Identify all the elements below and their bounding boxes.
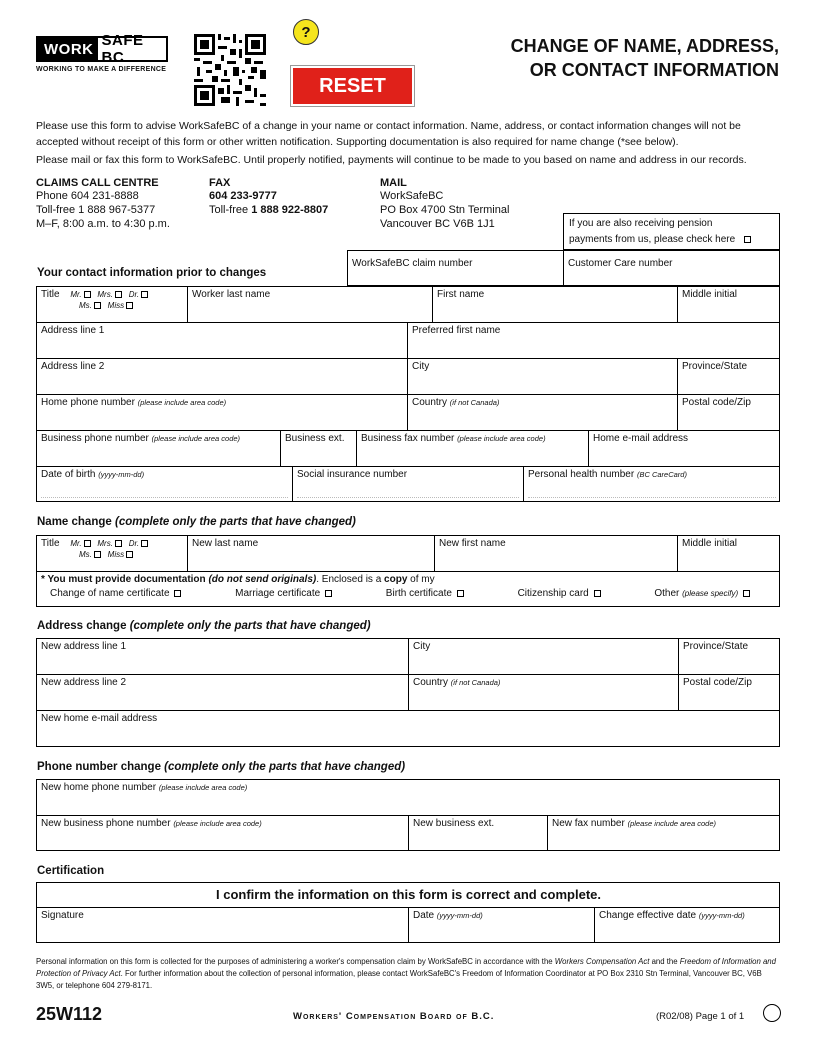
new-middle-initial-label: Middle initial	[682, 538, 738, 549]
doc-option-marriage-label: Marriage certificate	[235, 588, 321, 599]
prior-province-label: Province/State	[682, 361, 748, 372]
prior-city-label: City	[412, 361, 430, 372]
name-change-heading	[37, 516, 356, 528]
certification-table	[36, 882, 780, 943]
new-business-ext-field[interactable]	[409, 816, 548, 851]
doc-option-birth-checkbox[interactable]	[457, 590, 464, 597]
claims-hours: M–F, 8:00 a.m. to 4:30 p.m.	[36, 218, 170, 230]
new-fax-field[interactable]	[548, 816, 780, 851]
claims-phone: Phone 604 231-8888	[36, 190, 139, 202]
prior-dr-label: Dr.	[128, 290, 140, 299]
prior-dr-checkbox[interactable]	[141, 291, 148, 298]
prior-address2-field[interactable]	[37, 359, 408, 395]
doc-option-citizenship-label: Citizenship card	[517, 588, 589, 599]
reset-button[interactable]: RESET	[291, 66, 414, 106]
fax-title: FAX	[209, 177, 231, 189]
new-first-name-label: New first name	[439, 538, 506, 549]
new-business-phone-field[interactable]	[37, 816, 409, 851]
effective-date-label: Change effective date	[599, 910, 697, 921]
new-ms-label: Ms.	[79, 550, 92, 559]
prior-address1-field[interactable]	[37, 323, 408, 359]
new-fax-label: New fax number	[552, 818, 625, 829]
logo-text-safebc: SAFE BC	[101, 32, 144, 66]
claims-call-centre	[36, 177, 170, 231]
prior-address2-label: Address line 2	[41, 361, 105, 372]
doc-bold-text: * You must provide documentation	[41, 574, 206, 585]
mail-title: MAIL	[380, 177, 407, 189]
prior-phn-note: (BC CareCard)	[636, 470, 687, 479]
privacy-text-a: Personal information on this form is collected for the purposes of administering a worker's compensation claim by WorkSafeBC in accordance with the	[36, 957, 553, 966]
new-address2-field[interactable]	[37, 675, 409, 711]
board-name: Workers' Compensation Board of B.C.	[293, 1011, 495, 1022]
prior-dob-note: (yyyy-mm-dd)	[98, 470, 145, 479]
date-note: (yyyy-mm-dd)	[436, 911, 483, 920]
signature-label: Signature	[41, 910, 84, 921]
effective-date-field[interactable]	[595, 908, 780, 943]
prior-mrs-checkbox[interactable]	[115, 291, 122, 298]
new-first-name-field[interactable]	[435, 536, 678, 572]
intro-paragraph-1: Please use this form to advise WorkSafeBC of a change in your name or contact information. Name, address, or contact information changes will not be accepted without receipt of this form or other written notification. Supporting documentation is also required for name change (*see below).	[36, 120, 741, 148]
new-home-phone-note: (please include area code)	[158, 783, 248, 792]
form-title	[511, 34, 779, 82]
doc-option-other-note: (please specify)	[682, 589, 739, 598]
prior-home-email-label: Home e-mail address	[593, 433, 689, 444]
new-postal-label: Postal code/Zip	[683, 677, 752, 688]
prior-mr-checkbox[interactable]	[84, 291, 91, 298]
documentation-row	[37, 572, 780, 607]
new-business-phone-note: (please include area code)	[173, 819, 262, 828]
phone-change-heading	[37, 761, 405, 773]
prior-dob-field[interactable]	[37, 467, 293, 502]
new-title-field	[37, 536, 188, 572]
prior-province-field[interactable]	[678, 359, 780, 395]
new-last-name-field[interactable]	[188, 536, 435, 572]
new-city-field[interactable]	[409, 639, 679, 675]
phone-change-heading-note: (complete only the parts that have changed)	[164, 761, 406, 773]
new-dr-label: Dr.	[128, 539, 140, 548]
fax-number: 604 233-9777	[209, 190, 277, 202]
prior-last-name-label: Worker last name	[192, 289, 271, 300]
doc-rest-text: . Enclosed is a	[316, 574, 382, 585]
intro-paragraph-2: Please mail or fax this form to WorkSafeBC. Until properly notified, payments will continue to be made to you based on name and address in our records.	[36, 154, 747, 166]
prior-sin-field[interactable]	[293, 467, 524, 502]
signature-field[interactable]	[37, 908, 409, 943]
claim-number-label: WorkSafeBC claim number	[352, 258, 473, 269]
new-country-field[interactable]	[409, 675, 679, 711]
privacy-text-b: . For further information about the collection of personal information, please contact WorkSafeBC's Freedom of Information Coordinator at PO Box 2310 Stn Terminal, Vancouver BC, V6B 3W5, or telephone 604 279-8171.	[36, 969, 762, 990]
new-address1-label: New address line 1	[41, 641, 127, 652]
prior-postal-field[interactable]	[678, 395, 780, 431]
privacy-notice	[36, 956, 781, 992]
prior-business-fax-label: Business fax number	[361, 433, 455, 444]
new-home-phone-field[interactable]	[37, 780, 780, 816]
recycle-seal-icon	[763, 1004, 781, 1022]
prior-business-phone-note: (please include area code)	[151, 434, 241, 443]
new-province-field[interactable]	[679, 639, 780, 675]
new-middle-initial-field[interactable]	[678, 536, 780, 572]
privacy-act-2: Freedom of Information and Protection of Privacy Act	[36, 957, 776, 978]
worksafebc-logo	[36, 32, 168, 66]
doc-option-birth-label: Birth certificate	[385, 588, 452, 599]
prior-business-fax-field[interactable]	[357, 431, 589, 467]
new-city-label: City	[413, 641, 431, 652]
certification-heading: Certification	[37, 865, 105, 877]
mail-line-3: Vancouver BC V6B 1J1	[380, 218, 495, 230]
prior-country-note: (if not Canada)	[449, 398, 500, 407]
logo-tagline: WORKING TO MAKE A DIFFERENCE	[36, 66, 167, 73]
doc-end-text: of my	[410, 574, 435, 585]
prior-middle-initial-label: Middle initial	[682, 289, 738, 300]
address-change-heading-text: Address change	[37, 620, 127, 632]
prior-business-fax-note: (please include area code)	[457, 434, 546, 443]
phone-change-heading-text: Phone number change	[37, 761, 161, 773]
prior-title-label: Title	[41, 289, 60, 300]
prior-preferred-first-field[interactable]	[408, 323, 780, 359]
new-last-name-label: New last name	[192, 538, 259, 549]
address-change-heading	[37, 620, 371, 632]
prior-middle-initial-field[interactable]	[678, 287, 780, 323]
prior-ms-checkbox[interactable]	[94, 302, 101, 309]
customer-care-field[interactable]	[563, 250, 780, 286]
prior-business-ext-field[interactable]	[281, 431, 357, 467]
name-change-heading-text: Name change	[37, 516, 112, 528]
new-dr-checkbox[interactable]	[141, 540, 148, 547]
prior-home-phone-field[interactable]	[37, 395, 408, 431]
pension-text-1: If you are also receiving pension	[569, 218, 713, 229]
pension-text-2: payments from us, please check here	[569, 234, 736, 245]
mail-line-1: WorkSafeBC	[380, 190, 444, 202]
date-field[interactable]	[409, 908, 595, 943]
prior-sin-label: Social insurance number	[297, 469, 408, 480]
prior-home-phone-label: Home phone number	[41, 397, 135, 408]
new-mr-label: Mr.	[70, 539, 82, 548]
prior-address1-label: Address line 1	[41, 325, 105, 336]
doc-option-citizenship-checkbox[interactable]	[594, 590, 601, 597]
pension-box	[563, 213, 780, 250]
prior-business-phone-field[interactable]	[37, 431, 281, 467]
privacy-and: and the	[651, 957, 678, 966]
new-miss-label: Miss	[107, 550, 125, 559]
new-home-phone-label: New home phone number	[41, 782, 157, 793]
form-title-line1: CHANGE OF NAME, ADDRESS,	[510, 36, 779, 56]
prior-postal-label: Postal code/Zip	[682, 397, 751, 408]
customer-care-label: Customer Care number	[568, 258, 673, 269]
prior-country-label: Country	[412, 397, 448, 408]
prior-first-name-label: First name	[437, 289, 485, 300]
phone-change-table	[36, 779, 780, 851]
prior-home-phone-note: (please include area code)	[137, 398, 227, 407]
help-icon: ?	[301, 23, 311, 41]
prior-preferred-first-label: Preferred first name	[412, 325, 501, 336]
name-change-table	[36, 535, 780, 607]
mail-line-2: PO Box 4700 Stn Terminal	[380, 204, 510, 216]
prior-last-name-field[interactable]	[188, 287, 433, 323]
certification-statement: I confirm the information on this form is correct and complete.	[37, 883, 780, 908]
doc-option-other-checkbox[interactable]	[743, 590, 750, 597]
prior-miss-checkbox[interactable]	[126, 302, 133, 309]
prior-business-phone-label: Business phone number	[41, 433, 149, 444]
new-mrs-checkbox[interactable]	[115, 540, 122, 547]
fax-tollfree-number: 1 888 922-8807	[251, 204, 329, 216]
prior-ms-label: Ms.	[79, 301, 92, 310]
prior-phn-label: Personal health number	[528, 469, 635, 480]
new-ms-checkbox[interactable]	[94, 551, 101, 558]
new-fax-note: (please include area code)	[627, 819, 716, 828]
fax-contact	[209, 177, 328, 217]
address-change-heading-note: (complete only the parts that have changed)	[129, 620, 371, 632]
doc-option-name-change-label: Change of name certificate	[50, 588, 170, 599]
privacy-act-1: Workers Compensation Act	[554, 957, 650, 966]
prior-mr-label: Mr.	[70, 290, 82, 299]
effective-date-note: (yyyy-mm-dd)	[698, 911, 745, 920]
prior-phn-field[interactable]	[524, 467, 780, 502]
prior-miss-label: Miss	[107, 301, 125, 310]
form-title-line2: OR CONTACT INFORMATION	[529, 60, 779, 80]
new-mr-checkbox[interactable]	[84, 540, 91, 547]
new-business-ext-label: New business ext.	[413, 818, 495, 829]
doc-option-other-label: Other	[654, 588, 680, 599]
prior-section-heading: Your contact information prior to changes	[37, 267, 267, 279]
doc-italic-text: (do not send originals)	[208, 574, 317, 585]
doc-option-name-change-checkbox[interactable]	[174, 590, 181, 597]
fax-tollfree-label: Toll-free	[209, 204, 249, 216]
new-postal-field[interactable]	[679, 675, 780, 711]
new-country-note: (if not Canada)	[450, 678, 501, 687]
doc-copy-text: copy	[384, 574, 408, 585]
claims-tollfree: Toll-free 1 888 967-5377	[36, 204, 156, 216]
new-miss-checkbox[interactable]	[126, 551, 133, 558]
prior-business-ext-label: Business ext.	[285, 433, 345, 444]
new-address2-label: New address line 2	[41, 677, 127, 688]
mail-contact	[380, 177, 509, 231]
new-email-label: New home e-mail address	[41, 713, 158, 724]
date-label: Date	[413, 910, 435, 921]
prior-first-name-field[interactable]	[433, 287, 678, 323]
logo-text-work: WORK	[38, 38, 98, 60]
prior-dob-label: Date of birth	[41, 469, 96, 480]
barcode-icon	[194, 34, 266, 106]
name-change-heading-note: (complete only the parts that have changed)	[114, 516, 356, 528]
doc-option-marriage-checkbox[interactable]	[325, 590, 332, 597]
revision-page: (R02/08) Page 1 of 1	[656, 1011, 745, 1022]
new-address1-field[interactable]	[37, 639, 409, 675]
prior-mrs-label: Mrs.	[97, 290, 113, 299]
prior-info-table	[36, 286, 780, 502]
new-title-label: Title	[41, 538, 60, 549]
new-province-label: Province/State	[683, 641, 749, 652]
pension-checkbox[interactable]	[744, 236, 751, 243]
address-change-table	[36, 638, 780, 747]
prior-home-email-field[interactable]	[589, 431, 780, 467]
new-country-label: Country	[413, 677, 449, 688]
new-business-phone-label: New business phone number	[41, 818, 171, 829]
prior-title-field	[37, 287, 188, 323]
prior-country-field[interactable]	[408, 395, 678, 431]
form-number: 25W112	[36, 1004, 103, 1024]
prior-city-field[interactable]	[408, 359, 678, 395]
claims-title: CLAIMS CALL CENTRE	[36, 177, 159, 189]
new-mrs-label: Mrs.	[97, 539, 113, 548]
help-button[interactable]	[293, 19, 319, 45]
claim-number-field[interactable]	[347, 250, 564, 286]
new-email-field[interactable]	[37, 711, 780, 747]
